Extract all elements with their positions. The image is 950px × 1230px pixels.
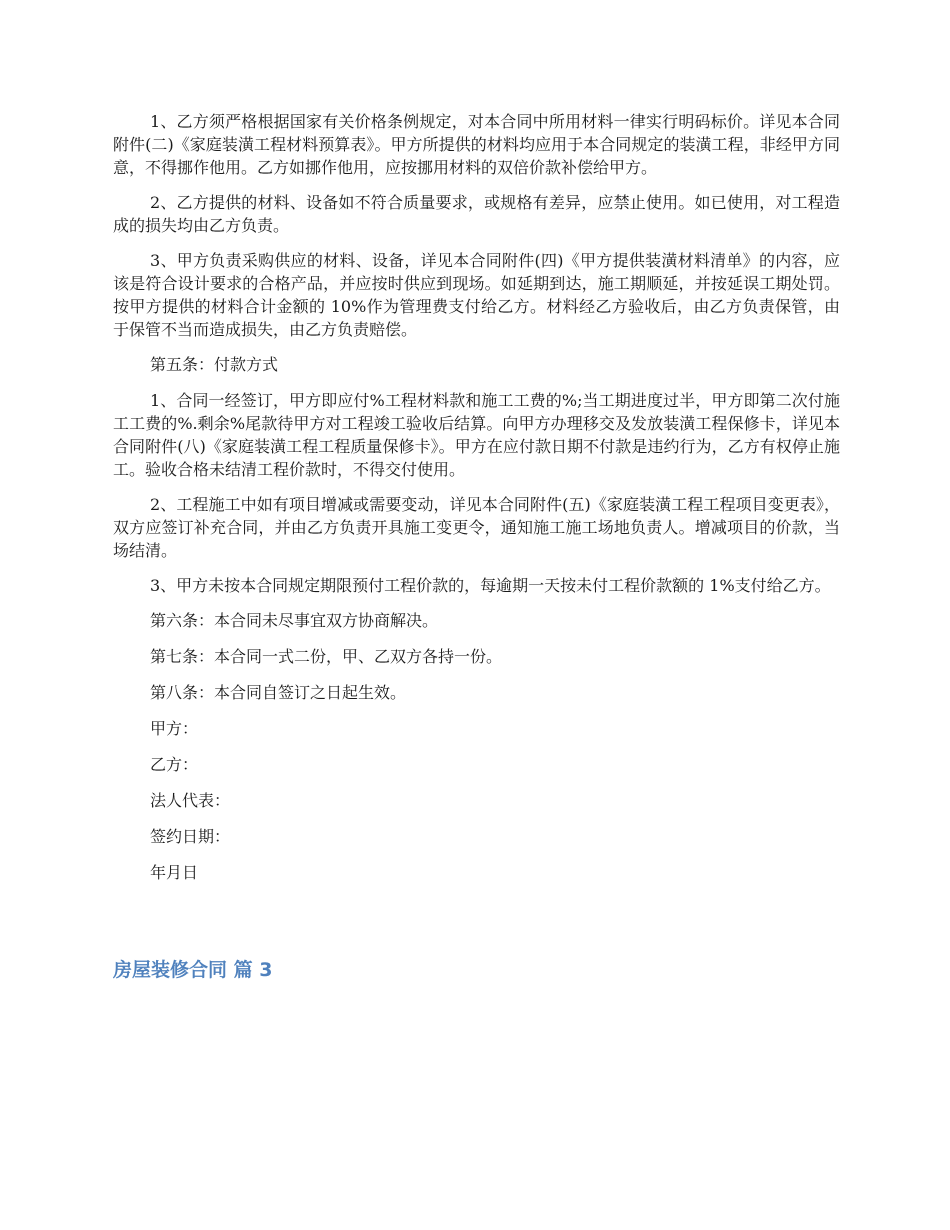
document-body — [113, 110, 840, 897]
clause-party-a-supply: 3、甲方负责采购供应的材料、设备，详见本合同附件(四)《甲方提供装潢材料清单》的内容，应该是符合设计要求的合格产品，并应按时供应到现场。如延期到达，施工期顺延，并按延误工期处罚。按甲方提供的材料合计金额的 10%作为管理费支付给乙方。材料经乙方验收后，由乙方负责保管，由于保管不当而造成损失，由乙方负责赔偿。 — [113, 251, 840, 339]
clause-project-changes: 2、工程施工中如有项目增减或需要变动，详见本合同附件(五)《家庭装潢工程工程项目变更表》，双方应签订补充合同，并由乙方负责开具施工变更令，通知施工施工场地负责人。增减项目的价款，当场结清。 — [113, 495, 840, 560]
clause-payment-schedule: 1、合同一经签订，甲方即应付%工程材料款和施工工费的%;当工期进度过半，甲方即第二次付施工工费的%.剩余%尾款待甲方对工程竣工验收后结算。向甲方办理移交及发放装潢工程保修卡，详见本合同附件(八)《家庭装潢工程工程质量保修卡》。甲方在应付款日期不付款是违约行为，乙方有权停止施工。验收合格未结清工程价款时，不得交付使用。 — [113, 391, 840, 479]
article-8: 第八条：本合同自签订之日起生效。 — [150, 683, 407, 702]
clause-material-quality: 2、乙方提供的材料、设备如不符合质量要求，或规格有差异，应禁止使用。如已使用，对工程造成的损失均由乙方负责。 — [113, 193, 840, 235]
signature-date-value: 年月日 — [150, 863, 199, 882]
signature-party-b: 乙方： — [150, 755, 199, 774]
signature-party-a: 甲方： — [150, 719, 199, 738]
signature-legal-rep: 法人代表： — [150, 791, 231, 810]
clause-material-pricing: 1、乙方须严格根据国家有关价格条例规定，对本合同中所用材料一律实行明码标价。详见本合同附件(二)《家庭装潢工程材料预算表》。甲方所提供的材料均应用于本合同规定的装潢工程，非经甲方同意，不得挪作他用。乙方如挪作他用，应按挪用材料的双倍价款补偿给甲方。 — [113, 112, 840, 177]
article-6: 第六条：本合同未尽事宜双方协商解决。 — [150, 611, 439, 630]
article-7: 第七条：本合同一式二份，甲、乙双方各持一份。 — [150, 647, 503, 666]
section-heading: 房屋装修合同 篇 3 — [113, 959, 273, 981]
article-5-title: 第五条：付款方式 — [150, 355, 279, 374]
clause-late-payment: 3、甲方未按本合同规定期限预付工程价款的，每逾期一天按未付工程价款额的 1%支付给乙方。 — [150, 576, 831, 595]
signature-date-label: 签约日期： — [150, 827, 231, 846]
